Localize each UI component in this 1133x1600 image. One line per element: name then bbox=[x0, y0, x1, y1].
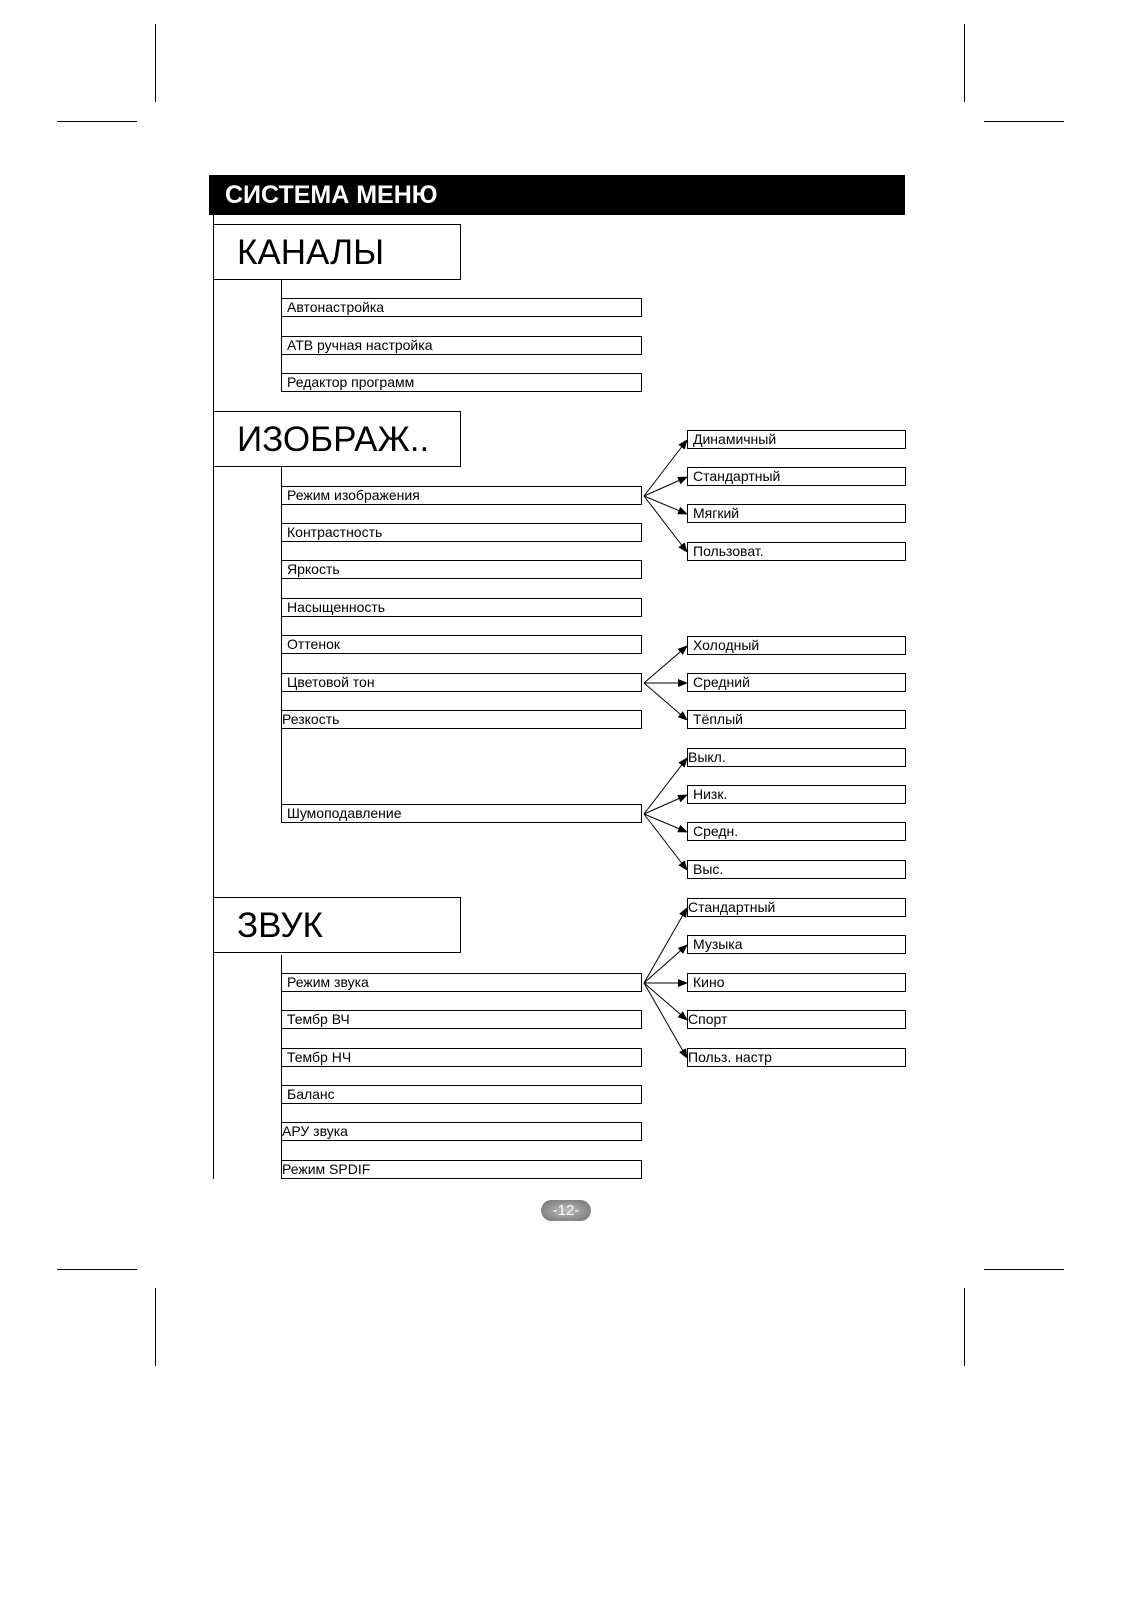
option-warm: Тёплый bbox=[687, 710, 906, 729]
option-medium: Средний bbox=[687, 673, 906, 692]
menu-item-bass: Тембр НЧ bbox=[281, 1048, 642, 1067]
section-title-sound: ЗВУК bbox=[213, 897, 461, 953]
menu-item-saturation: Насыщенность bbox=[281, 598, 642, 617]
page-number: -12- bbox=[541, 1200, 591, 1221]
option-mid: Средн. bbox=[687, 822, 906, 841]
arrow-line bbox=[644, 983, 687, 1020]
menu-item-balance: Баланс bbox=[281, 1085, 642, 1104]
arrow-line bbox=[644, 496, 687, 552]
option-low: Низк. bbox=[687, 785, 906, 804]
option-high: Выс. bbox=[687, 860, 906, 879]
menu-item-noise-reduction: Шумоподавление bbox=[281, 804, 642, 823]
arrow-line bbox=[644, 758, 687, 814]
option-user: Пользоват. bbox=[687, 542, 906, 561]
page-title: СИСТЕМА МЕНЮ bbox=[209, 175, 905, 215]
option-music: Музыка bbox=[687, 935, 906, 954]
menu-item-brightness: Яркость bbox=[281, 560, 642, 579]
option-sound-standard: Стандартный bbox=[687, 898, 906, 917]
menu-item-contrast: Контрастность bbox=[281, 523, 642, 542]
option-movie: Кино bbox=[687, 973, 906, 992]
arrow-line bbox=[644, 440, 687, 496]
option-user-settings: Польз. настр bbox=[687, 1048, 906, 1067]
menu-item-avl: АРУ звука bbox=[281, 1122, 642, 1141]
menu-item-sharpness: Резкость bbox=[281, 710, 642, 729]
option-off: Выкл. bbox=[687, 748, 906, 767]
option-dynamic: Динамичный bbox=[687, 430, 906, 449]
menu-item-picture-mode: Режим изображения bbox=[281, 486, 642, 505]
option-soft: Мягкий bbox=[687, 504, 906, 523]
option-standard: Стандартный bbox=[687, 467, 906, 486]
arrow-line bbox=[644, 945, 687, 983]
arrow-line bbox=[644, 908, 687, 983]
arrow-line bbox=[644, 477, 687, 496]
arrow-line bbox=[644, 983, 687, 1058]
menu-item-atv-manual-tune: АТВ ручная настройка bbox=[281, 336, 642, 355]
menu-item-color-tone: Цветовой тон bbox=[281, 673, 642, 692]
menu-item-autotune: Автонастройка bbox=[281, 298, 642, 317]
arrow-line bbox=[644, 683, 687, 720]
menu-item-sound-mode: Режим звука bbox=[281, 973, 642, 992]
section-title-picture: ИЗОБРАЖ.. bbox=[213, 411, 461, 467]
option-cold: Холодный bbox=[687, 636, 906, 655]
menu-item-treble: Тембр ВЧ bbox=[281, 1010, 642, 1029]
menu-item-program-editor: Редактор программ bbox=[281, 373, 642, 392]
menu-item-hue: Оттенок bbox=[281, 635, 642, 654]
arrow-line bbox=[644, 795, 687, 814]
arrow-line bbox=[644, 646, 687, 683]
menu-item-spdif-mode: Режим SPDIF bbox=[281, 1160, 642, 1179]
section-title-channels: КАНАЛЫ bbox=[213, 224, 461, 280]
arrow-line bbox=[644, 814, 687, 870]
option-sport: Спорт bbox=[687, 1010, 906, 1029]
